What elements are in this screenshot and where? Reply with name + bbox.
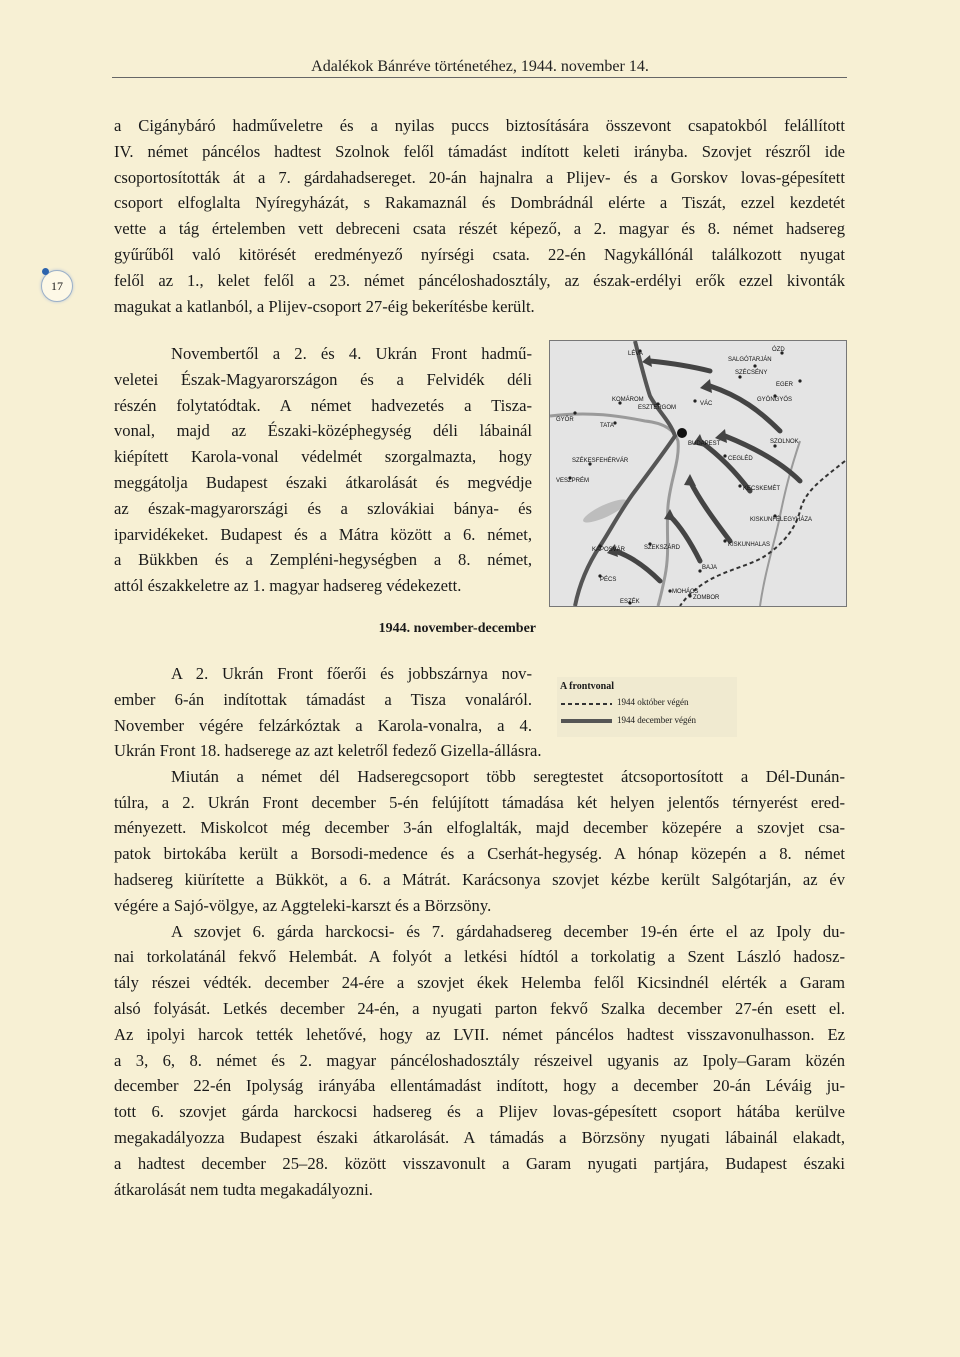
map-label-salgotarjan: SALGÓTARJÁN [728,357,772,363]
text-line: gyűrűből való kitörését eredményező nyírségi csata. 22-én Nagykállónál találkozott nyugat [114,244,845,264]
text-line: iparvidékeket. Budapest és a Mátra között a 6. német, [114,524,532,544]
map-label-zombor: ZOMBOR [693,595,720,601]
map-label-szolnok: SZOLNOK [770,439,799,445]
text-line: nai torkolatánál fekvő Helembát. A folyót a letkési hídtól a torkolatig a Szent László hadosz- [114,947,845,967]
text-line: attól északkeletre az 1. magyar hadsereg védekezett. [114,576,462,596]
text-line: alsó folyását. Letkés december 24-én, a nyugati parton fekvő Szalka december 27-én esett el. [114,998,845,1018]
map-label-kecskemet: KECSKEMÉT [743,486,781,492]
page-number: 17 [41,270,73,302]
map-label-szecseny: SZÉCSÉNY [735,370,768,376]
map-label-esztergom: ESZTERGOM [638,405,677,411]
text-line: kiépített Karola-vonal védelmét szorgalmazta, hogy [114,447,532,467]
map-label-szekszard: SZEKSZÁRD [644,545,681,551]
map-label-leva: LÉVA [628,351,643,357]
text-line: megakadályozza Budapest északi átkarolását. A támadás a Börzsöny nyugati lábainál elakadt, [114,1127,845,1147]
text-line: december 22-én Ipolyság irányába ellentámadást indított, hogy a december 20-án Léváig ju- [114,1076,845,1096]
map-label-vac: VÁC [700,401,713,407]
text-line: ember 6-án indítottak támadást a Tisza vonaláról. [114,689,532,709]
map-label-budapest: BUDAPEST [688,441,721,447]
text-line: tott 6. szovjet gárda harckocsi hadsereg és a Plijev lovas-gépesített csoport hátába kerülve [114,1102,845,1122]
map-label-cegled: CEGLÉD [728,456,753,462]
text-line: tály részei védték. december 24-ére a szovjet ékek Helemba felől Kicsindnél elérték a Garam [114,973,845,993]
legend-title: A frontvonal [560,681,614,692]
map-label-kaposvar: KAPOSVÁR [592,547,626,553]
text-line: az észak-magyarországi és a szlovákiai bánya- és [114,498,532,518]
map-label-veszprem: VESZPRÉM [556,478,590,484]
text-line: meggátolja Budapest északi átkarolását és megvédje [114,472,532,492]
map-label-gyongyos: GYÖNGYÖS [757,397,793,403]
text-line: vette a tág értelemben vett debreceni csata részét képező, a 2. magyar és 8. német hadsereg [114,219,845,239]
text-line: csoportosították át a 7. gárdahadsereget. 20-án hajnalra a Plijev- és a Gorskov lovas-gépesített [114,167,845,187]
map-label-kiskunhalas: KISKUNHALAS [728,542,771,548]
text-line: felől az 1., kelet felől a 23. német páncéloshadosztály, az észak-erdélyi erők ezzel kivonták [114,270,845,290]
paragraph-4 [114,738,845,1202]
page-badge-dot [42,268,49,275]
text-line: IV. német páncélos hadtest Szolnok felől támadást indított keleti irányba. Szovjet részről ide [114,141,845,161]
paragraph-1 [114,113,845,319]
paragraph-2 [114,341,532,599]
legend-item-october: 1944 október végén [617,697,689,707]
text-line: November végére felzárkóztak a Karola-vonalra, a 4. [114,715,532,735]
text-line: a Bükkben és a Zempléni-hegységben a 8. német, [114,550,532,570]
text-line: vonal, majd az Északi-középhegység déli lábainál [114,421,532,441]
map-label-baja: BAJA [702,565,718,571]
text-line: átkarolását nem tudta megakadályozni. [114,1179,373,1199]
text-line: végére a Sajó-völgye, az Aggteleki-karszt és a Börzsöny. [114,895,492,915]
text-line: Miután a német dél Hadseregcsoport több seregtestet átcsoportosított a Dél-Dunán- [171,766,845,786]
map-label-tata: TATA [600,423,614,429]
text-line: Ukrán Front 18. hadserege az azt keletről fedező Gizella-állásra. [114,741,542,760]
legend-item-december: 1944 december végén [617,715,696,725]
text-line: részén folytatódtak. A német hadvezetés a Tisza- [114,395,532,415]
text-line: A szovjet 6. gárda harckocsi- és 7. gárdahadsereg december 19-én érte el az Ipoly du- [171,921,845,941]
text-line: túlra, a 2. Ukrán Front december 5-én felújított támadása két helyen jelentős térnyerést ered- [114,792,845,812]
map-label-ozd: ÓZD [772,347,785,353]
text-line: A 2. Ukrán Front főerői és jobbszárnya nov- [171,664,532,683]
map-label-szekesfehervar: SZÉKESFEHÉRVÁR [572,458,629,464]
text-line: ményezett. Miskolcot még december 3-án elfoglalták, majd december közepére a szovjet csa- [114,818,845,838]
map-graphic [550,341,846,606]
text-line: veletei Észak-Magyarországon és a Felvidék déli [114,369,532,389]
map-label-gyor: GYŐR [556,417,574,423]
map-label-eszek: ESZÉK [620,599,640,605]
map-label-eger: EGER [776,382,794,388]
text-line: a 3, 6, 8. német és 2. magyar páncéloshadosztály részeivel ugyanis az Ipoly–Garam közén [114,1050,845,1070]
map-legend [557,677,737,737]
map-label-mohacs: MOHÁCS [672,589,699,595]
text-line: a Cigánybáró hadműveletre és a nyilas puccs biztosítására összevont csapatokból felállított [114,116,845,135]
text-line: Novembertől a 2. és 4. Ukrán Front hadmű- [171,344,532,363]
text-line: hadsereg kiürítette a Bükköt, a 6. a Mátrát. Karácsonya szovjet kézbe került Salgótarján, az év [114,869,845,889]
map-caption: 1944. november-december [378,621,536,636]
text-line: magukat a katlanból, a Plijev-csoport 27-éig bekerítésbe került. [114,296,535,316]
text-line: a hadtest december 25–28. között visszavonult a Garam nyugati partjára, Budapest északi [114,1153,845,1173]
paragraph-3 [114,661,532,738]
text-line: patok birtokába került a Borsodi-medence és a Cserhát-hegység. A hónap közepén a 8. német [114,844,845,864]
map-label-kiskunfelegyhaza: KISKUNFÉLEGYHÁZA [750,517,813,523]
running-header: Adalékok Bánréve történetéhez, 1944. november 14. [311,58,649,75]
header-rule [112,77,847,78]
text-line: Az ipolyi harcok tették lehetővé, hogy az LVII. német páncélos hadtest visszavonulhasson. Ez [114,1024,845,1044]
map-label-pecs: PÉCS [600,577,617,583]
map-label-komarom: KOMÁROM [612,397,644,403]
text-line: csoport elfoglalta Nyíregyházát, s Rakamaznál és Dombrádnál elérte a Tiszát, ezzel kezdetét [114,193,845,213]
front-map [549,340,847,607]
